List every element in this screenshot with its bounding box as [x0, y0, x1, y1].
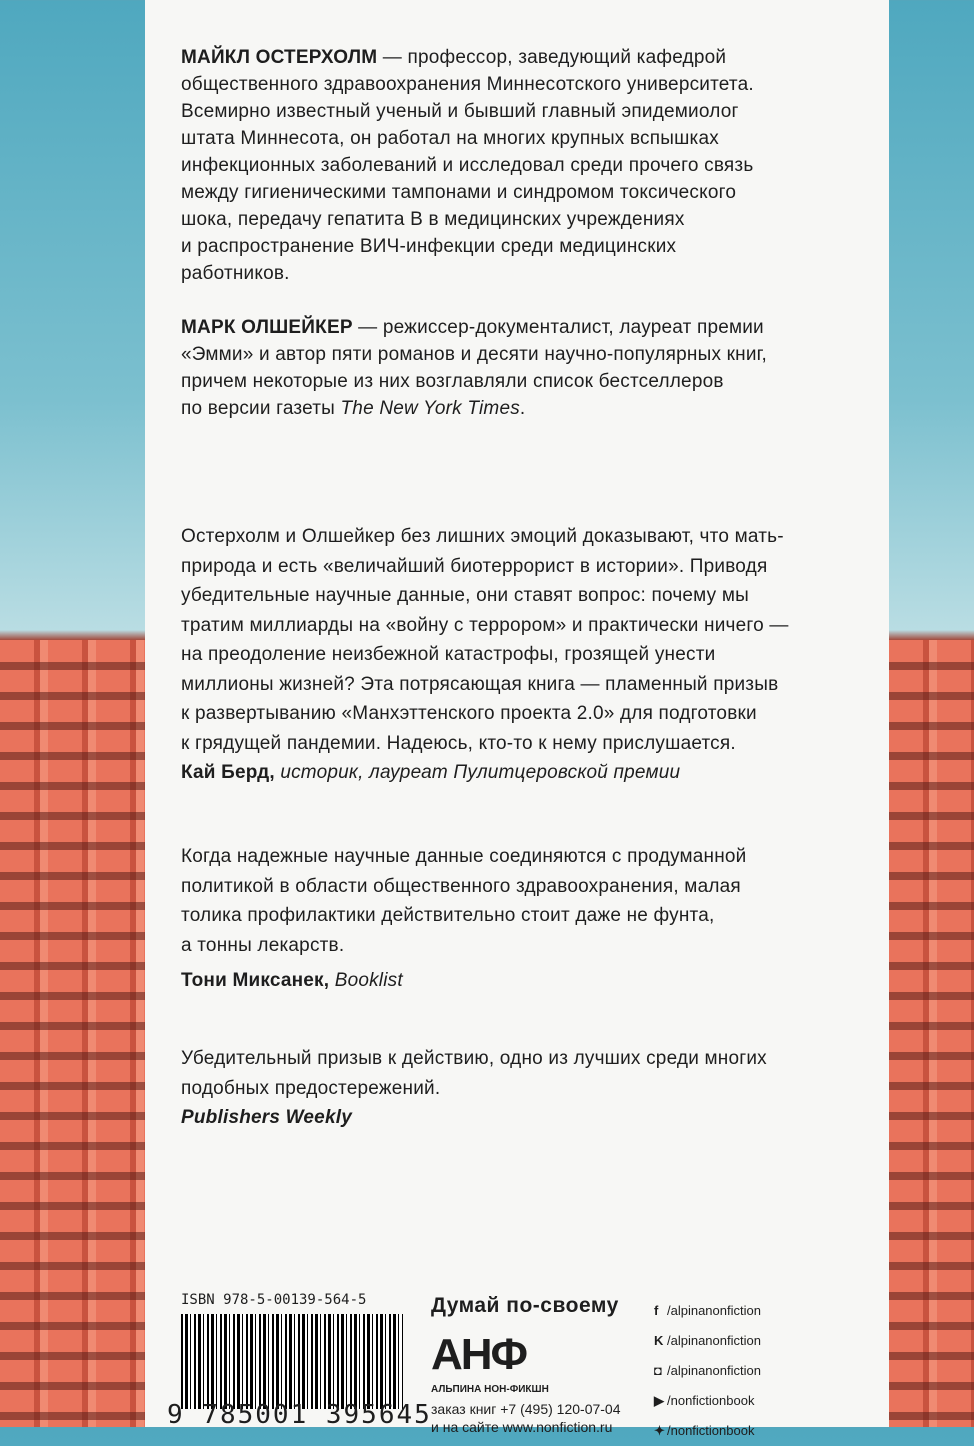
quote-line: тратим миллиарды на «войну с террором» и практически ничего —	[181, 614, 789, 636]
instagram-icon: ◘	[654, 1363, 662, 1378]
bio-line: .	[519, 398, 526, 419]
quote-line: природа и есть «величайший биотеррорист в истории». Приводя	[181, 555, 768, 577]
isbn: ISBN 978-5-00139-564-5	[181, 1292, 367, 1308]
barcode-number: 9 785001 395645	[167, 1400, 432, 1430]
bio-line: — режиссер-документалист, лауреат премии	[352, 317, 764, 338]
social-link[interactable]	[654, 1386, 761, 1416]
review-quote-3	[181, 1044, 767, 1133]
publisher-name: АЛЬПИНА НОН-ФИКШН	[431, 1384, 549, 1395]
order-info	[431, 1400, 621, 1436]
bio-line: — профессор, заведующий кафедрой	[377, 47, 727, 68]
quote-line: на преодоление неизбежной катастрофы, грозящей унести	[181, 644, 716, 665]
newspaper-title: The New York Times	[340, 398, 520, 419]
bio-line: работников.	[181, 263, 290, 284]
social-handle: /nonfictionbook	[667, 1393, 755, 1408]
quote-author: Кай Берд,	[181, 762, 275, 783]
quote-source: Publishers Weekly	[181, 1107, 352, 1128]
facebook-icon: f	[654, 1303, 659, 1318]
social-handle: /nonfictionbook	[667, 1423, 755, 1438]
bio-line: штата Миннесота, он работал на многих крупных вспышках	[181, 128, 719, 149]
social-handle: /alpinanonfiction	[667, 1363, 761, 1378]
quote-line: к грядущей пандемии. Надеюсь, кто-то к нему прислушается.	[181, 732, 736, 754]
social-link[interactable]	[654, 1296, 761, 1326]
bio-line: «Эмми» и автор пяти романов и десяти научно-популярных книг,	[181, 344, 767, 365]
bio-line: причем некоторые из них возглавляли список бестселлеров	[181, 371, 724, 392]
order-website: и на сайте www.nonfiction.ru	[431, 1419, 613, 1435]
bio-line: по версии газеты	[181, 398, 341, 419]
quote-line: а тонны лекарств.	[181, 934, 345, 956]
stadium-seats-left	[0, 640, 145, 1427]
quote-line: толика профилактики действительно стоит даже не фунта,	[181, 905, 715, 926]
stadium-seats-right	[889, 640, 974, 1427]
author-name: МАЙКЛ ОСТЕРХОЛМ	[181, 47, 378, 68]
author-bio-osterholm	[181, 44, 754, 287]
quote-line: Когда надежные научные данные соединяются с продуманной	[181, 846, 747, 867]
youtube-icon: ▶	[654, 1393, 664, 1408]
vk-icon: K	[654, 1333, 664, 1348]
cover-panel	[145, 0, 889, 1438]
bio-line: шока, передачу гепатита В в медицинских учреждениях	[181, 209, 685, 230]
quote-source: Booklist	[329, 970, 403, 991]
social-link[interactable]	[654, 1416, 761, 1446]
bio-line: инфекционных заболеваний и исследовал среди прочего связь	[181, 155, 754, 176]
author-bio-olshaker	[181, 314, 767, 422]
review-quote-2	[181, 842, 746, 996]
twitter-icon: ✦	[654, 1423, 665, 1438]
review-quote-1	[181, 522, 789, 788]
author-name: МАРК ОЛШЕЙКЕР	[181, 317, 353, 338]
quote-author-role: историк, лауреат Пулитцеровской премии	[274, 762, 681, 783]
bio-line: общественного здравоохранения Миннесотского университета.	[181, 74, 754, 95]
bio-line: между гигиеническими тампонами и синдромом токсического	[181, 182, 737, 203]
barcode	[181, 1314, 403, 1409]
quote-line: убедительные научные данные, они ставят вопрос: почему мы	[181, 585, 749, 606]
quote-line: Остерхолм и Олшейкер без лишних эмоций доказывают, что мать-	[181, 526, 784, 547]
quote-line: подобных предостережений.	[181, 1077, 441, 1099]
order-phone: заказ книг +7 (495) 120-07-04	[431, 1401, 621, 1417]
social-link[interactable]	[654, 1356, 761, 1386]
social-handle: /alpinanonfiction	[667, 1303, 761, 1318]
quote-line: к развертыванию «Манхэттенского проекта 2.0» для подготовки	[181, 703, 757, 724]
publisher-logo: АНФ	[431, 1330, 527, 1379]
bio-line: Всемирно известный ученый и бывший главный эпидемиолог	[181, 101, 739, 122]
quote-line: миллионы жизней? Эта потрясающая книга — пламенный призыв	[181, 673, 779, 695]
quote-line: Убедительный призыв к действию, одно из лучших среди многих	[181, 1048, 767, 1069]
quote-author: Тони Миксанек,	[181, 970, 330, 991]
social-handle: /alpinanonfiction	[667, 1333, 761, 1348]
publisher-motto: Думай по-своему	[431, 1294, 619, 1317]
quote-line: политикой в области общественного здравоохранения, малая	[181, 875, 741, 897]
publisher-footer	[167, 1292, 881, 1438]
social-links	[654, 1296, 761, 1446]
bio-line: и распространение ВИЧ-инфекции среди медицинских	[181, 236, 677, 257]
social-link[interactable]	[654, 1326, 761, 1356]
